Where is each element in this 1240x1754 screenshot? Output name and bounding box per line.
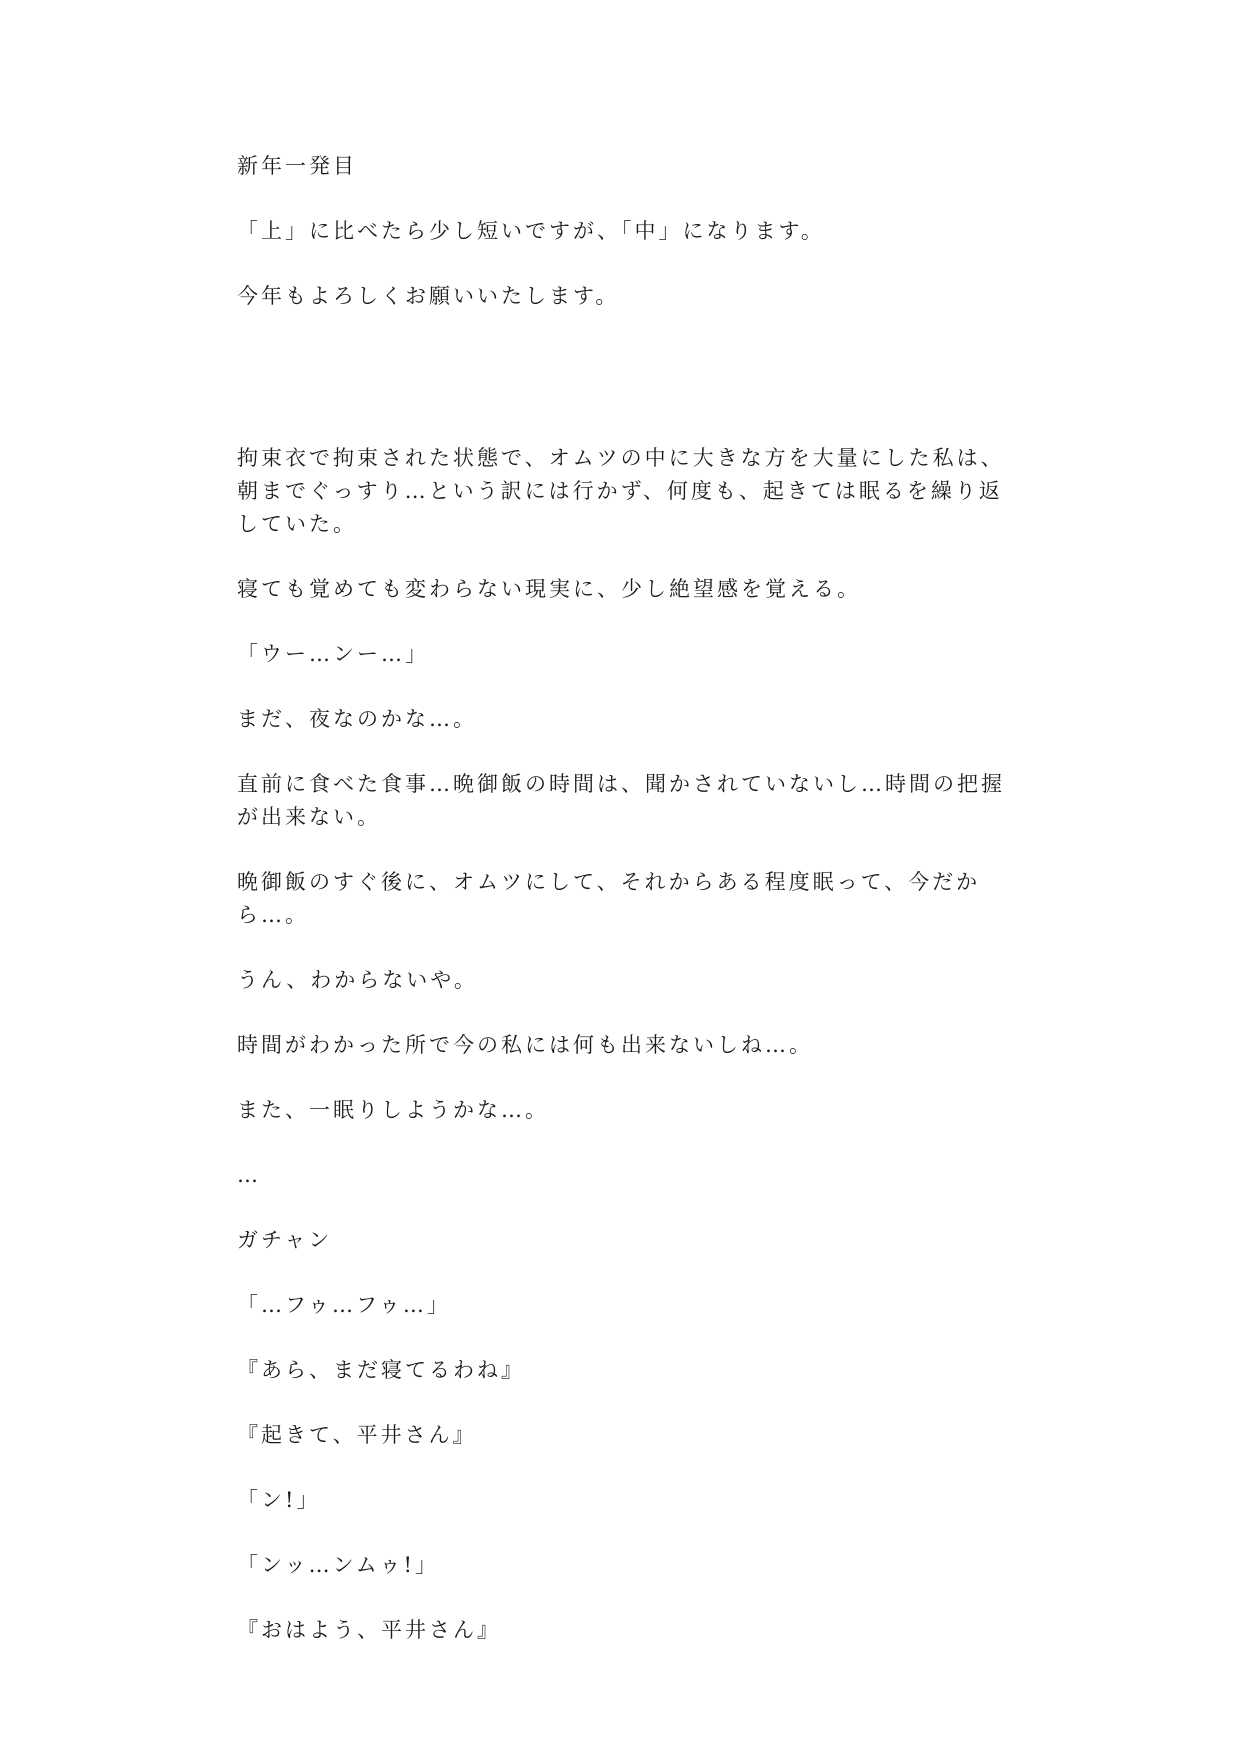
story-paragraph: 「ン!」 [237, 1488, 321, 1512]
story-paragraph: 寝ても覚めても変わらない現実に、少し絶望感を覚える。 [237, 577, 861, 601]
story-paragraph: … [237, 1163, 261, 1187]
story-paragraph: 時間がわかった所で今の私には何も出来ないしね…。 [237, 1033, 813, 1057]
story-paragraph: 「ンッ…ンムゥ!」 [237, 1553, 439, 1577]
story-paragraph: 『あら、まだ寝てるわね』 [237, 1358, 525, 1382]
preface-line: 「上」に比べたら少し短いですが、「中」になります。 [237, 219, 825, 243]
preface-heading: 新年一発目 [237, 154, 357, 178]
story-paragraph: 『おはよう、平井さん』 [237, 1618, 501, 1642]
story-paragraph: 「ウー…ンー…」 [237, 642, 429, 666]
document-text [237, 150, 1017, 1679]
preface-line: 今年もよろしくお願いいたします。 [237, 284, 620, 308]
story-paragraph: 「…フゥ…フゥ…」 [237, 1293, 451, 1317]
story-paragraph: また、一眠りしようかな…。 [237, 1098, 549, 1122]
story-paragraph: 『起きて、平井さん』 [237, 1423, 477, 1447]
section-gap [237, 345, 1017, 442]
story-paragraph: 直前に食べた食事…晩御飯の時間は、聞かされていないし…時間の把握が出来ない。 [237, 772, 1005, 829]
story-paragraph: ガチャン [237, 1228, 333, 1252]
story-paragraph: 晩御飯のすぐ後に、オムツにして、それからある程度眠って、今だから…。 [237, 870, 981, 927]
story-paragraph: うん、わからないや。 [237, 968, 478, 992]
story-paragraph: まだ、夜なのかな…。 [237, 707, 477, 731]
story-paragraph: 拘束衣で拘束された状態で、オムツの中に大きな方を大量にした私は、朝までぐっすり…という訳には行かず、何度も、起きては眠るを繰り返していた。 [237, 446, 1005, 536]
